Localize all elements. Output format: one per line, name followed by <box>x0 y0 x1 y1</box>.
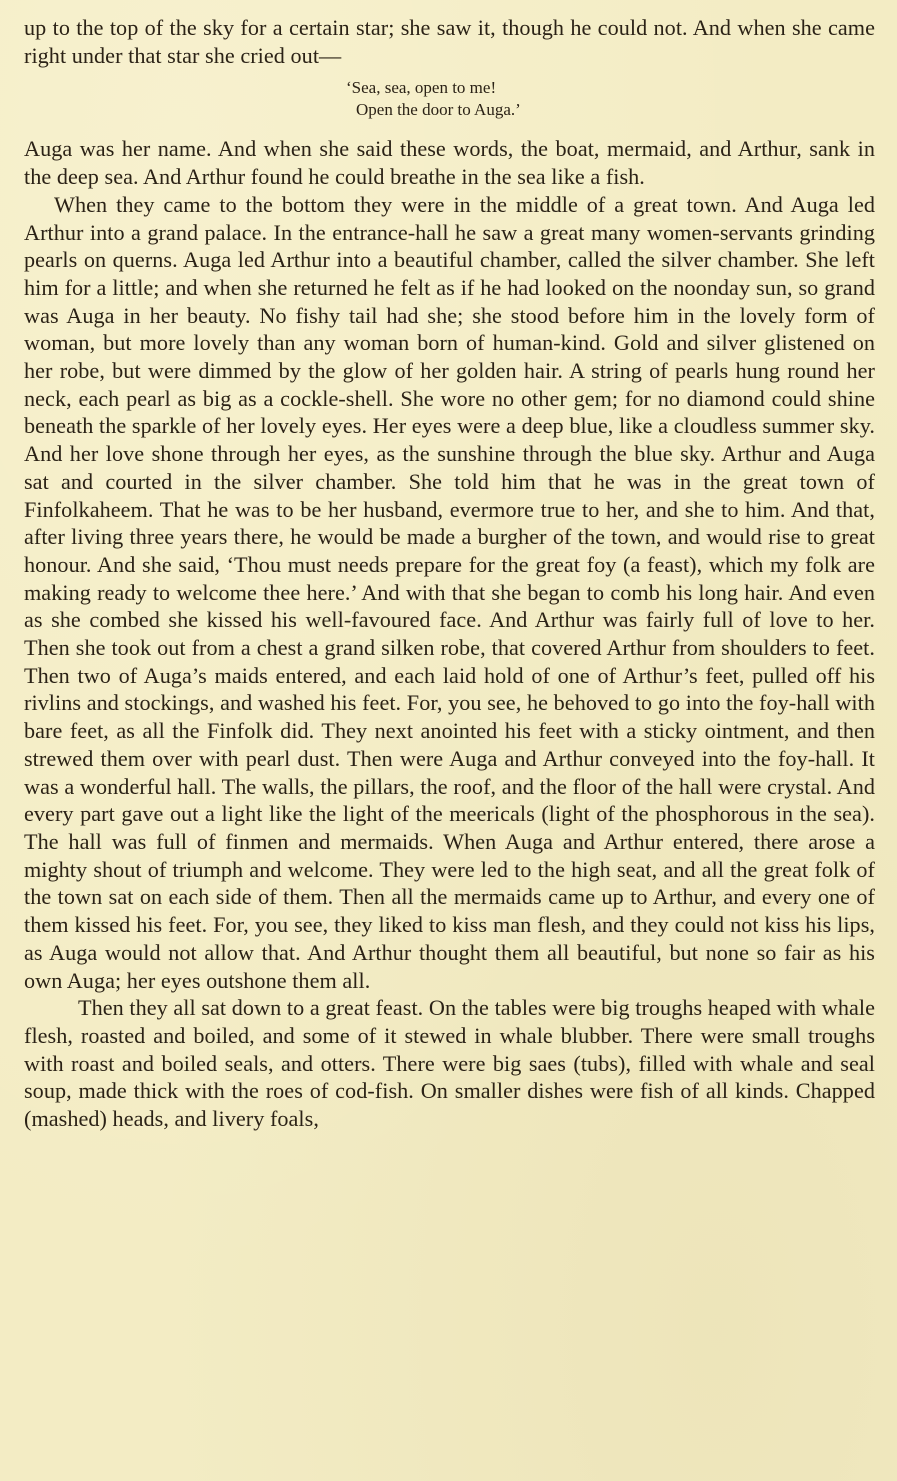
paragraph-auga-name: Auga was her name. And when she said these words, the boat, mermaid, and Arthur, sank in the deep sea. And Arthur found he could breathe in the sea like a fish. <box>24 136 875 190</box>
paragraph-great-feast: Then they all sat down to a great feast. On the tables were big troughs heaped with whale flesh, roasted and boiled, and some of it stewed in whale blubber. There were small troughs with roast and boiled seals, and otters. There were big saes (tubs), filled with whale and seal soup, made thick with the roes of cod-fish. On smaller dishes were fish of all kinds. Chapped (mashed) heads, and livery foals, <box>24 995 875 1132</box>
verse-quotation <box>24 77 875 121</box>
paragraph-finfolkaheem: When they came to the bottom they were in the middle of a great town. And Auga led Arthur into a grand palace. In the entrance-hall he saw a great many women-servants grinding pearls on querns. Auga led Arthur into a beautiful chamber, called the silver chamber. She left him for a little; and when she returned he felt as if he had looked on the noonday sun, so grand was Auga in her beauty. No fishy tail had she; she stood before him in the lovely form of woman, but more lovely than any woman born of human-kind. Gold and silver glistened on her robe, but were dimmed by the glow of her golden hair. A string of pearls hung round her neck, each pearl as big as a cockle-shell. She wore no other gem; for no diamond could shine beneath the sparkle of her lovely eyes. Her eyes were a deep blue, like a cloudless summer sky. And her love shone through her eyes, as the sunshine through the blue sky. Arthur and Auga sat and courted in the silver chamber. She told him that he was in the great town of Finfolkaheem. That he was to be her husband, evermore true to her, and she to him. And that, after living three years there, he would be made a burgher of the town, and would rise to great honour. And she said, ‘Thou must needs prepare for the great foy (a feast), which my folk are making ready to welcome thee here.’ And with that she began to comb his long hair. And even as she combed she kissed his well-favoured face. And Arthur was fairly full of love to her. Then she took out from a chest a grand silken robe, that covered Arthur from shoulders to feet. Then two of Auga’s maids entered, and each laid hold of one of Arthur’s feet, pulled off his rivlins and stockings, and washed his feet. For, you see, he behoved to go into the foy-hall with bare feet, as all the Finfolk did. They next anointed his feet with a sticky ointment, and then strewed them over with pearl dust. Then were Auga and Arthur conveyed into the foy-hall. It was a wonderful hall. The walls, the pillars, the roof, and the floor of the hall were crystal. And every part gave out a light like the light of the meericals (light of the phosphorous in the sea). The hall was full of finmen and mermaids. When Auga and Arthur entered, there arose a mighty shout of triumph and welcome. They were led to the high seat, and all the great folk of the town sat on each side of them. Then all the mermaids came up to Arthur, and every one of them kissed his feet. For, you see, they liked to kiss man flesh, and they could not kiss his lips, as Auga would not allow that. And Arthur thought them all beautiful, but none so fair as his own Auga; her eyes outshone them all. <box>24 191 875 993</box>
verse-line-1: ‘Sea, sea, open to me! <box>346 78 497 98</box>
opening-paragraph: up to the top of the sky for a certain star; she saw it, though he could not. And when she came right under that star she cried out— <box>24 15 875 68</box>
verse-line-2: Open the door to Auga.’ <box>356 100 521 120</box>
